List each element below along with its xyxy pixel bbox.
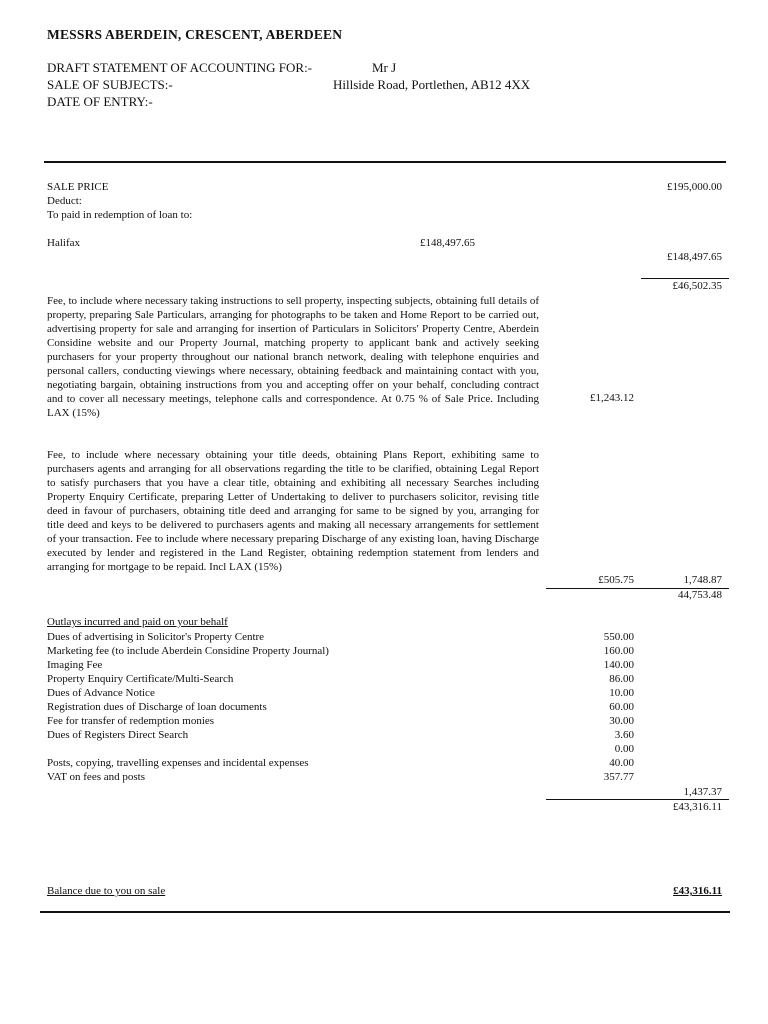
lender-total: £148,497.65: [667, 251, 722, 263]
outlay-item-label: VAT on fees and posts: [47, 771, 145, 783]
outlay-item-amount: 3.60: [614, 729, 634, 741]
outlays-total: 1,437.37: [683, 786, 722, 798]
outlay-item-label: Fee for transfer of redemption monies: [47, 715, 215, 727]
outlay-item-amount: 160.00: [603, 645, 634, 657]
outlay-item-amount: 10.00: [609, 687, 634, 699]
outlay-item-label: Registration dues of Discharge of loan documents: [47, 701, 267, 713]
outlay-item-amount: 550.00: [603, 631, 634, 643]
redemption-label: To paid in redemption of loan to:: [47, 209, 193, 221]
outlay-item-amount: 140.00: [603, 659, 634, 671]
conveyancing-fee-description: Fee, to include where necessary obtaining your title deeds, obtaining Plans Report, exhibiting same to purchasers agents and arranging for all observations regarding the title to be clarified, obtaining Legal Report to satisfy purchasers that you have a clear title, obtaining and exhibiting all necessary Searches including Property Enquiry Certificate, preparing Letter of Undertaking to deliver to purchasers solicitor, revising title deed in favour of purchasers, obtaining title deed and arranging for same to be signed by you, arranging for title deed and keys to be delivered to purchasers agents and making all necessary arrangements for settlement of your transaction. Fee to include where necessary preparing Discharge of any existing loan, having Discharge executed by lender and registered in the Land Register, obtaining redemption statement from lenders and arranging for mortgage to be repaid. Incl LAX (15%): [47, 449, 539, 573]
lender-name: Halifax: [47, 237, 80, 249]
conveyancing-fee-amount: £505.75: [598, 574, 634, 586]
outlay-item-amount: 357.77: [603, 771, 634, 783]
balance-label: Balance due to you on sale: [47, 885, 166, 897]
lender-amount: £148,497.65: [420, 237, 475, 249]
date-of-entry-label: DATE OF ENTRY:-: [47, 94, 153, 109]
statement-for-label: DRAFT STATEMENT OF ACCOUNTING FOR:-: [47, 60, 313, 75]
outlay-item-amount: 86.00: [609, 673, 634, 685]
deduct-label: Deduct:: [47, 195, 82, 207]
sale-price-amount: £195,000.00: [667, 181, 722, 193]
outlay-item-label: Posts, copying, travelling expenses and incidental expenses: [47, 757, 309, 769]
outlay-item-label: Imaging Fee: [47, 659, 103, 671]
selling-fee-description: Fee, to include where necessary taking instructions to sell property, inspecting subjects, obtaining full details of property, preparing Sale Particulars, arranging for photographs to be taken and Home Report to be carried out, advertising property for sale and arranging for insertion of Particulars in Solicitors' Property Centre, Aberdein Considine website and our Property Journal, matching property to applicant bank and actively seeking purchasers for your property throughout our national branch network, dealing with telephone enquiries and personal callers, conducting viewings where necessary, obtaining feedback and maintaining contact with you, negotiating bargain, obtaining instructions from you and accepting offer on your behalf, concluding contract and to cover all necessary meetings, telephone calls and correspondence. At 0.75 % of Sale Price. Including LAX (15%): [47, 295, 539, 419]
outlay-item-amount: 60.00: [609, 701, 634, 713]
subjects-address: Hillside Road, Portlethen, AB12 4XX: [333, 77, 531, 92]
sale-price-label: SALE PRICE: [47, 181, 109, 193]
outlay-item-amount: 30.00: [609, 715, 634, 727]
subtotal-amount: £46,502.35: [672, 280, 722, 292]
outlay-item-amount: 40.00: [609, 757, 634, 769]
firm-name: MESSRS ABERDEIN, CRESCENT, ABERDEEN: [47, 27, 343, 42]
net-amount: £43,316.11: [672, 801, 722, 813]
header-divider: [44, 161, 726, 163]
client-name: Mr J: [372, 60, 397, 75]
outlay-item-label: Dues of Advance Notice: [47, 687, 155, 699]
footer-divider: [40, 911, 730, 913]
outlay-item-label: Dues of Registers Direct Search: [47, 729, 189, 741]
outlay-item-label: Dues of advertising in Solicitor's Property Centre: [47, 631, 265, 643]
subtotal-rule: [641, 278, 729, 279]
outlay-item-label: Marketing fee (to include Aberdein Considine Property Journal): [47, 645, 329, 657]
after-fees-amount: 44,753.48: [678, 589, 722, 601]
selling-fee-amount: £1,243.12: [590, 392, 634, 404]
sale-of-subjects-label: SALE OF SUBJECTS:-: [47, 77, 173, 92]
outlay-item-amount: 0.00: [614, 743, 634, 755]
fees-total: 1,748.87: [683, 574, 722, 586]
balance-amount: £43,316.11: [673, 885, 722, 897]
outlay-item-label: Property Enquiry Certificate/Multi-Search: [47, 673, 234, 685]
outlays-rule: [546, 799, 729, 800]
outlays-heading: Outlays incurred and paid on your behalf: [47, 616, 228, 628]
